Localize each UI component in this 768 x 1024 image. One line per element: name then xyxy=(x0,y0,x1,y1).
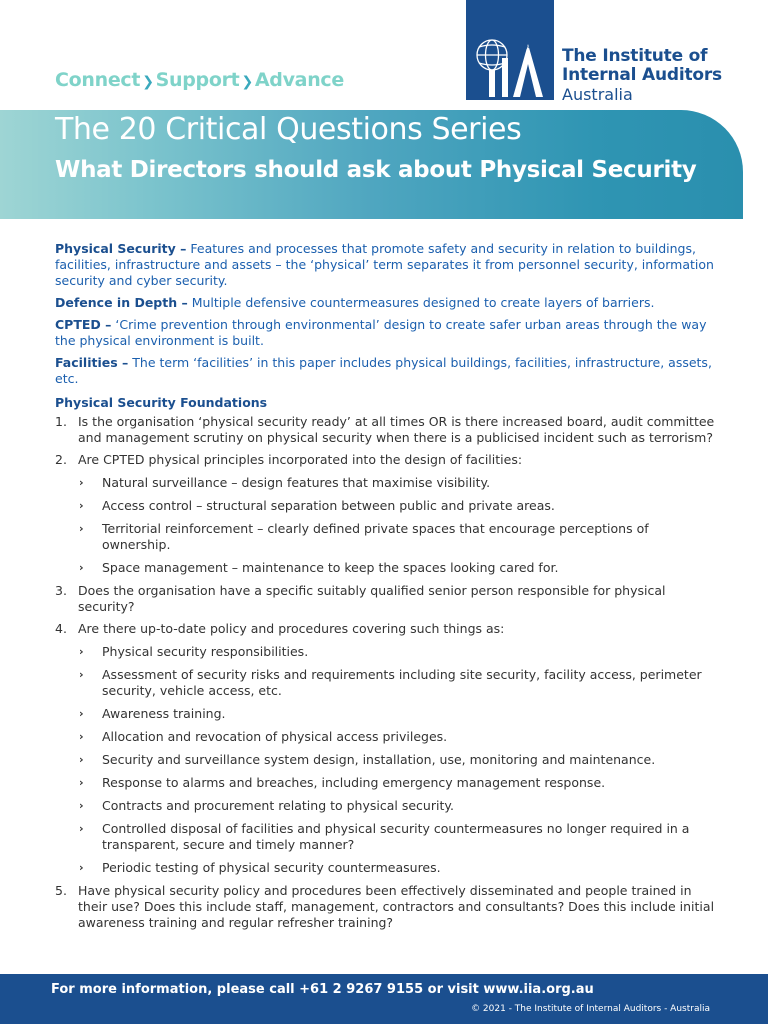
question-text: Are there up-to-date policy and procedures covering such things as: xyxy=(78,621,505,636)
chevron-right-icon: › xyxy=(79,476,84,489)
question-item xyxy=(55,883,715,931)
chevron-right-icon: › xyxy=(79,776,84,789)
sub-item-text: Allocation and revocation of physical access privileges. xyxy=(102,729,448,744)
iia-logo-block xyxy=(466,0,554,100)
sub-item-text: Controlled disposal of facilities and physical security countermeasures no longer required in a transparent, secure and timely manner? xyxy=(102,821,690,852)
tagline xyxy=(55,69,344,91)
logo-line-2: Internal Auditors xyxy=(562,65,722,85)
definition-item xyxy=(55,355,715,387)
sub-item xyxy=(78,475,715,491)
definition-term: Physical Security – xyxy=(55,241,187,256)
chevron-right-icon: › xyxy=(79,822,84,835)
sub-item xyxy=(78,644,715,660)
trademark-mark: TM xyxy=(522,44,531,51)
chevron-right-icon: › xyxy=(79,730,84,743)
page-subtitle: What Directors should ask about Physical Security xyxy=(55,157,697,183)
sub-item xyxy=(78,860,715,876)
logo-text xyxy=(562,47,722,104)
sub-item xyxy=(78,775,715,791)
sub-item-text: Periodic testing of physical security countermeasures. xyxy=(102,860,441,875)
chevron-right-icon: › xyxy=(79,561,84,574)
question-text: Does the organisation have a specific suitably qualified senior person responsible for physical security? xyxy=(78,583,666,614)
definition-text: ‘Crime prevention through environmental’ design to create safer urban areas through the way the physical environment is built. xyxy=(55,317,707,348)
chevron-right-icon: › xyxy=(79,522,84,535)
chevron-right-icon: › xyxy=(79,799,84,812)
definition-text: Multiple defensive countermeasures designed to create layers of barriers. xyxy=(191,295,655,310)
chevron-right-icon: › xyxy=(79,499,84,512)
sub-item-text: Response to alarms and breaches, including emergency management response. xyxy=(102,775,606,790)
sub-item-text: Assessment of security risks and requirements including site security, facility access, perimeter security, vehicle access, etc. xyxy=(102,667,702,698)
sub-item xyxy=(78,752,715,768)
chevron-right-icon: › xyxy=(79,645,84,658)
sub-item-text: Natural surveillance – design features that maximise visibility. xyxy=(102,475,491,490)
question-text: Have physical security policy and procedures been effectively disseminated and people trained in their use? Does this include staff, management, contractors and consultants? Does this include initial awareness training and regular refresher training? xyxy=(78,883,715,930)
question-number: 5. xyxy=(55,883,67,898)
question-number: 1. xyxy=(55,414,67,429)
sub-item-text: Space management – maintenance to keep the spaces looking cared for. xyxy=(102,560,559,575)
questions-list xyxy=(55,414,715,931)
sub-item xyxy=(78,498,715,514)
question-number: 4. xyxy=(55,621,67,636)
chevron-right-icon: ❯ xyxy=(142,74,154,90)
sub-item-text: Contracts and procurement relating to physical security. xyxy=(102,798,454,813)
sub-item xyxy=(78,706,715,722)
sub-item-list xyxy=(78,475,715,576)
question-text: Are CPTED physical principles incorporated into the design of facilities: xyxy=(78,452,523,467)
definition-item xyxy=(55,295,715,311)
question-number: 3. xyxy=(55,583,67,598)
definition-term: Defence in Depth – xyxy=(55,295,188,310)
logo-line-3: Australia xyxy=(562,85,633,104)
definition-text: Features and processes that promote safety and security in relation to buildings, facilities, infrastructure and assets – the ‘physical’ term separates it from personnel security, information security and cyber security. xyxy=(55,241,714,288)
definition-term: CPTED – xyxy=(55,317,112,332)
sub-item xyxy=(78,521,715,553)
chevron-right-icon: › xyxy=(79,668,84,681)
definition-term: Facilities – xyxy=(55,355,129,370)
sub-item-list xyxy=(78,644,715,876)
logo-line-1: The Institute of xyxy=(562,46,708,66)
tagline-connect: Connect xyxy=(55,69,141,91)
sub-item xyxy=(78,821,715,853)
definitions-list xyxy=(55,241,715,387)
chevron-right-icon: › xyxy=(79,707,84,720)
chevron-right-icon: ❯ xyxy=(241,74,253,90)
sub-item-text: Access control – structural separation between public and private areas. xyxy=(102,498,555,513)
sub-item xyxy=(78,560,715,576)
footer-contact: For more information, please call +61 2 9267 9155 or visit www.iia.org.au xyxy=(51,982,594,997)
question-item xyxy=(55,452,715,576)
definition-text: The term ‘facilities’ in this paper includes physical buildings, facilities, infrastructure, assets, etc. xyxy=(55,355,712,386)
tagline-advance: Advance xyxy=(254,69,344,91)
sub-item-text: Security and surveillance system design, installation, use, monitoring and maintenance. xyxy=(102,752,656,767)
tagline-support: Support xyxy=(155,69,240,91)
question-text: Is the organisation ‘physical security ready’ at all times OR is there increased board, audit committee and management scrutiny on physical security when there is a publicised incident such as terrorism? xyxy=(78,414,715,445)
chevron-right-icon: › xyxy=(79,861,84,874)
section-heading: Physical Security Foundations xyxy=(55,395,268,410)
chevron-right-icon: › xyxy=(79,753,84,766)
question-item xyxy=(55,414,715,446)
sub-item xyxy=(78,667,715,699)
sub-item xyxy=(78,729,715,745)
globe-logo-icon xyxy=(466,0,554,100)
logo-mark-text: IIA xyxy=(511,92,513,93)
sub-item xyxy=(78,798,715,814)
sub-item-text: Awareness training. xyxy=(102,706,226,721)
footer-copyright: © 2021 - The Institute of Internal Auditors - Australia xyxy=(471,1004,710,1014)
question-item xyxy=(55,621,715,876)
definition-item xyxy=(55,241,715,289)
document-body xyxy=(55,241,715,937)
question-item xyxy=(55,583,715,615)
question-number: 2. xyxy=(55,452,67,467)
sub-item-text: Territorial reinforcement – clearly defined private spaces that encourage perceptions of ownership. xyxy=(102,521,649,552)
definition-item xyxy=(55,317,715,349)
page-title: The 20 Critical Questions Series xyxy=(55,112,522,147)
sub-item-text: Physical security responsibilities. xyxy=(102,644,309,659)
